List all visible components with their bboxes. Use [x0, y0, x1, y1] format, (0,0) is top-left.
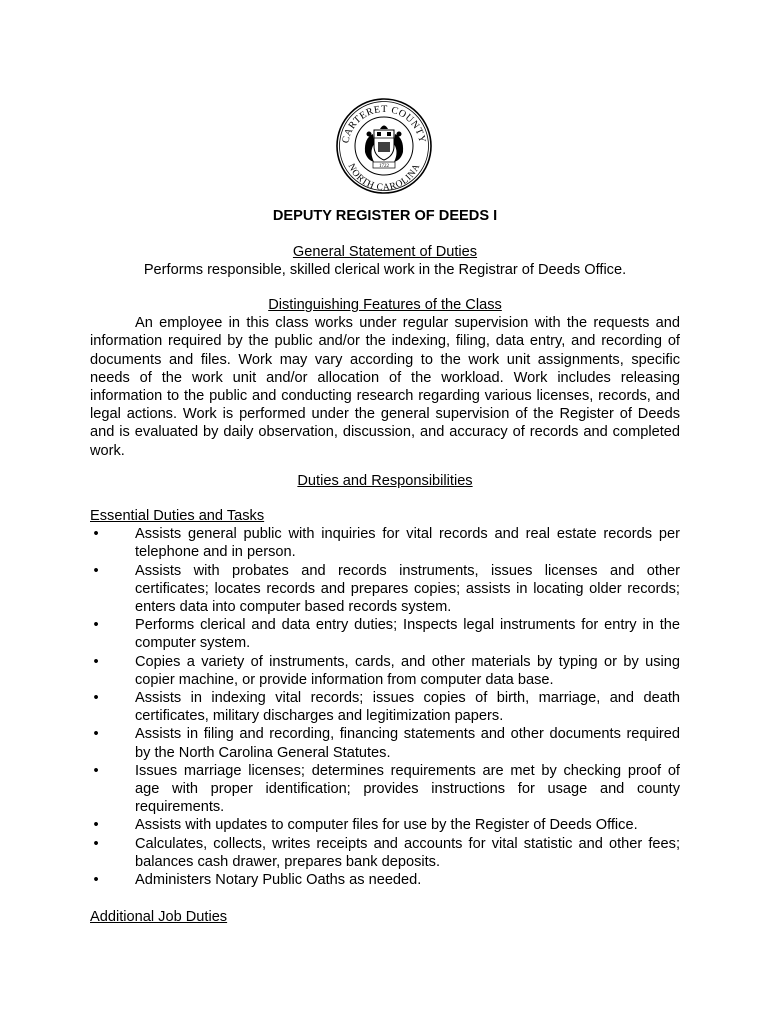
- distinguishing-features-section: [90, 296, 680, 460]
- distinguishing-features-text: An employee in this class works under regular supervision with the requests and information required by the public and/or the indexing, filing, data entry, and recording of documents and files. Work may vary according to the work unit assignments, specific needs of the work unit and/or allocation of the workload. Work includes releasing information to the public and conducting research regarding various licenses, records, and legal actions. Work is performed under the general supervision of the Register of Deeds and is evaluated by daily observation, discussion, and accuracy of records and completed work.: [90, 315, 680, 459]
- duty-text: Assists general public with inquiries for vital records and real estate records per telephone and in person.: [135, 526, 680, 561]
- bullet-icon: •: [93, 526, 99, 543]
- seal-emblem-icon: [334, 96, 434, 196]
- essential-duties-section: [90, 507, 680, 889]
- duty-list-item: [90, 762, 680, 817]
- duty-list-item: [90, 816, 680, 834]
- duty-text: Assists in indexing vital records; issues copies of birth, marriage, and death certificates, military discharges and legitimization papers.: [135, 690, 680, 725]
- duty-list-item: [90, 562, 680, 617]
- duty-list-item: [90, 653, 680, 689]
- general-statement-text: Performs responsible, skilled clerical work in the Registrar of Deeds Office.: [143, 262, 627, 279]
- duty-text: Copies a variety of instruments, cards, and other materials by typing or by using copier machine, or provide information from computer data base.: [135, 653, 680, 688]
- bullet-icon: •: [93, 617, 99, 634]
- additional-duties-section: [90, 908, 680, 926]
- bullet-icon: •: [93, 817, 99, 834]
- duty-list-item: [90, 525, 680, 561]
- county-seal: [334, 96, 434, 196]
- bullet-icon: •: [93, 562, 99, 579]
- distinguishing-features-heading: Distinguishing Features of the Class: [268, 297, 502, 313]
- bullet-icon: •: [93, 872, 99, 889]
- bullet-icon: •: [93, 762, 99, 779]
- duty-text: Performs clerical and data entry duties; Inspects legal instruments for entry in the computer system.: [135, 617, 680, 652]
- duty-text: Assists with probates and records instruments, issues licenses and other certificates; locates records and prepares copies; assists in locating older records; enters data into computer based records system.: [135, 562, 680, 616]
- bullet-icon: •: [93, 653, 99, 670]
- duty-text: Administers Notary Public Oaths as needed.: [135, 872, 422, 889]
- essential-duties-heading: Essential Duties and Tasks: [90, 508, 265, 524]
- duty-text: Assists with updates to computer files for use by the Register of Deeds Office.: [135, 817, 638, 834]
- duty-text: Calculates, collects, writes receipts and accounts for vital statistic and other fees; balances cash drawer, prepares bank deposits.: [135, 835, 680, 870]
- seal-year: 1722: [379, 164, 389, 169]
- general-statement-heading: General Statement of Duties: [292, 244, 478, 260]
- duty-list-item: [90, 616, 680, 652]
- seal-ring-top: CARTERET COUNTY: [340, 103, 428, 145]
- general-statement-section: [90, 243, 680, 279]
- duty-list-item: [90, 835, 680, 871]
- additional-duties-heading: Additional Job Duties: [90, 909, 228, 925]
- bullet-icon: •: [93, 835, 99, 852]
- duty-text: Assists in filing and recording, financing statements and other documents required by the North Carolina General Statutes.: [135, 726, 680, 761]
- duties-heading: Duties and Responsibilities: [297, 473, 473, 489]
- bullet-icon: •: [93, 690, 99, 707]
- duty-list-item: [90, 725, 680, 761]
- bullet-icon: •: [93, 726, 99, 743]
- duty-list-item: [90, 689, 680, 725]
- seal-ring-bottom: NORTH CAROLINA: [345, 162, 423, 194]
- duties-section: [90, 472, 680, 490]
- duty-list-item: [90, 871, 680, 889]
- duty-text: Issues marriage licenses; determines requirements are met by checking proof of age with proper identification; provides instructions for usage and county requirements.: [135, 762, 680, 816]
- essential-duties-list: [90, 525, 680, 889]
- document-title: DEPUTY REGISTER OF DEEDS I: [272, 208, 498, 224]
